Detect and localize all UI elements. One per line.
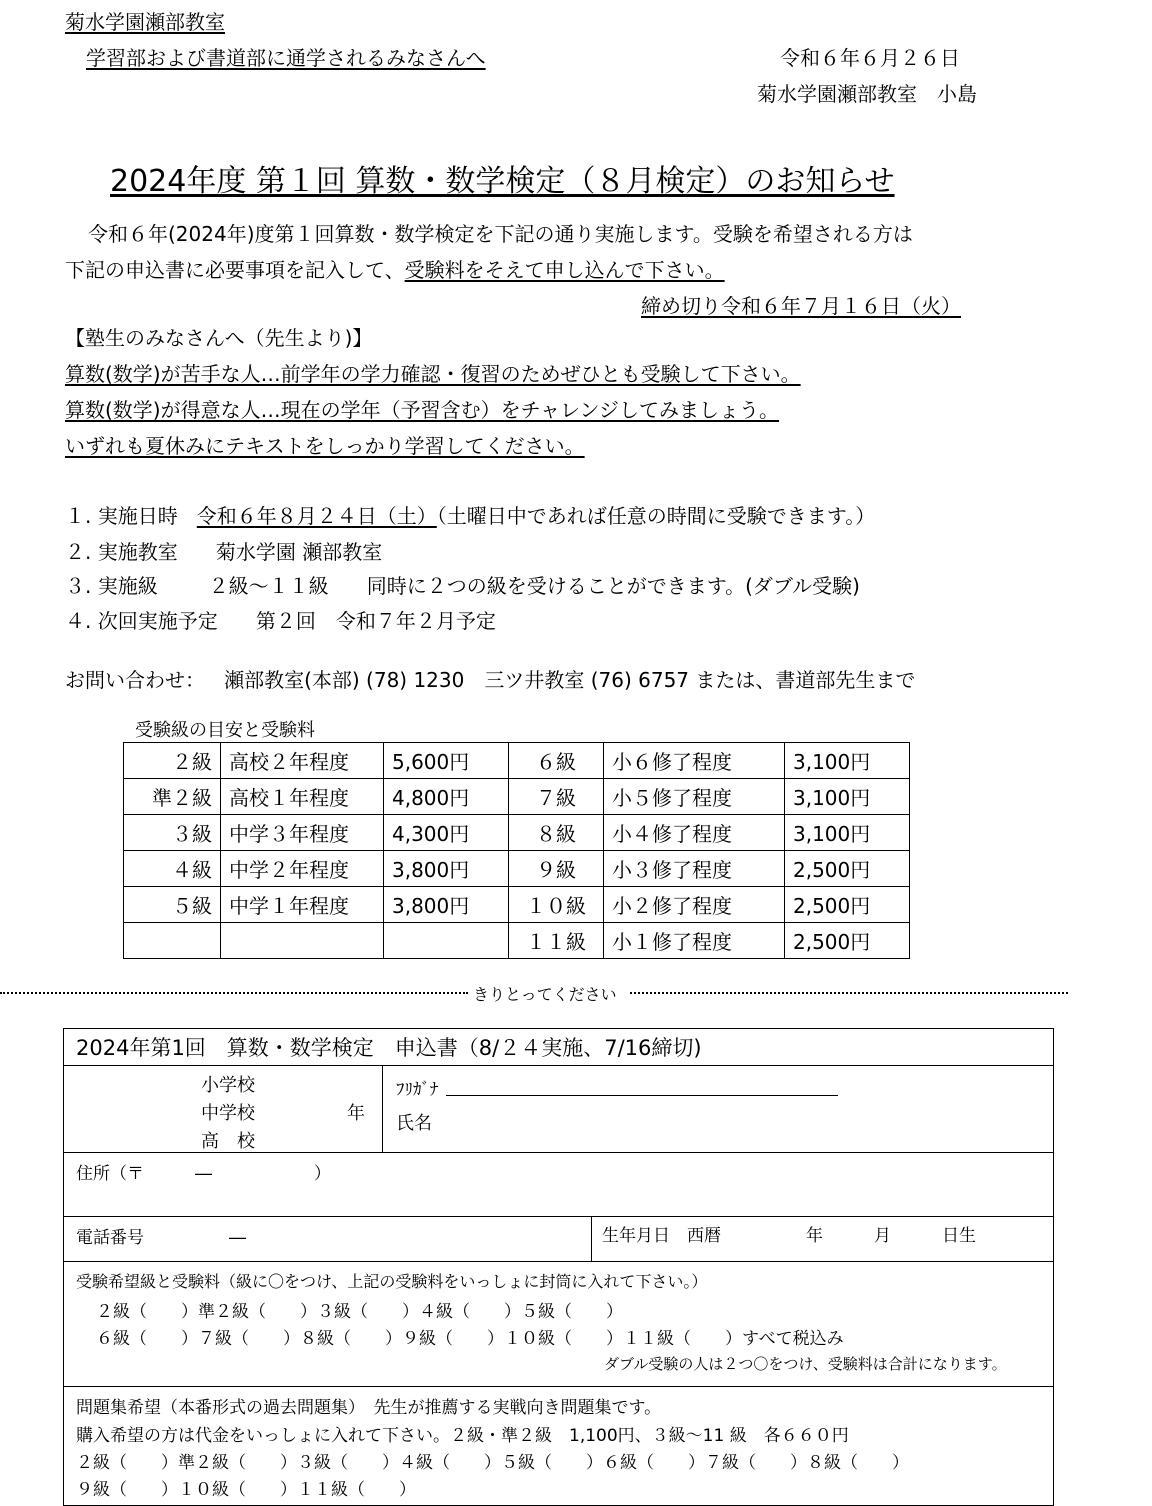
fee-table-cell-fee: 3,800円 [384, 887, 509, 923]
detail-label: 次回実施予定 [97, 609, 218, 633]
fee-table-cell-level: 小５修了程度 [604, 779, 785, 815]
deadline: 締め切り令和６年７月１６日（火） [641, 294, 961, 318]
fee-table-cell-fee: 2,500円 [785, 851, 910, 887]
detail-note: （土曜日中であれば任意の時間に受験できます。） [436, 504, 876, 528]
fee-table-cell-level: 中学２年程度 [221, 851, 384, 887]
detail-label: 実施教室 [97, 540, 178, 564]
fee-table-cell-level: 小３修了程度 [604, 851, 785, 887]
intro-line2-a: 下記の申込書に必要事項を記入して、 [65, 258, 405, 282]
fee-table-caption: 受験級の目安と受験料 [135, 720, 315, 741]
detail-item [65, 570, 860, 599]
fee-table-cell-fee: 5,600円 [384, 743, 509, 779]
fee-table-cell-fee: 4,300円 [384, 815, 509, 851]
grade-year-label: 年 [347, 1103, 365, 1124]
divider [64, 1065, 1053, 1066]
issue-date: 令和６年６月２６日 [780, 46, 960, 70]
divider [64, 1216, 1053, 1217]
divider [64, 1386, 1053, 1387]
teacher-note-heading: 【塾生のみなさんへ（先生より)】 [65, 326, 373, 350]
sender: 菊水学園瀬部教室 小島 [757, 82, 977, 106]
contact [65, 664, 915, 693]
school-elem[interactable]: 小学校 [201, 1075, 255, 1096]
fee-table [123, 742, 910, 959]
fee-table-row [124, 887, 910, 923]
fee-table-cell-level: 中学１年程度 [221, 887, 384, 923]
fee-table-cell-fee: 4,800円 [384, 779, 509, 815]
detail-item [65, 536, 382, 565]
fee-table-cell-fee [384, 923, 509, 959]
intro-line1: 令和６年(2024年)度第１回算数・数学検定を下記の通り実施します。受験を希望される方は [88, 222, 913, 246]
application-form [63, 1028, 1054, 1506]
detail-item [65, 500, 875, 529]
fee-table-row [124, 743, 910, 779]
fee-table-row [124, 923, 910, 959]
fee-table-cell-grade: ６級 [509, 743, 604, 779]
workbook-row2[interactable]: ９級（ ）１０級（ ）１１級（ ） [76, 1480, 416, 1500]
fee-table-cell-fee: 3,100円 [785, 779, 910, 815]
fee-table-cell-grade [124, 923, 221, 959]
detail-num: ３. [65, 574, 92, 598]
teacher-note-line3: いずれも夏休みにテキストをしっかり学習してください。 [65, 434, 585, 458]
phone-field[interactable]: 電話番号 ― [76, 1228, 246, 1248]
addressee: 学習部および書道部に通学されるみなさんへ [86, 46, 486, 70]
fee-table-cell-fee: 3,800円 [384, 851, 509, 887]
divider [64, 1261, 1053, 1262]
fee-table-cell-grade: ２級 [124, 743, 221, 779]
fee-table-cell-fee: 2,500円 [785, 923, 910, 959]
grade-heading: 受験希望級と受験料（級に〇をつけ、上記の受験料をいっしょに封筒に入れて下さい。） [76, 1272, 708, 1291]
fee-table-cell-level: 小６修了程度 [604, 743, 785, 779]
divider [64, 1152, 1053, 1153]
contact-text: 瀬部教室(本部) (78) 1230 三ツ井教室 (76) 6757 または、書道部先生まで [224, 668, 916, 692]
fee-table-cell-level: 小４修了程度 [604, 815, 785, 851]
cut-line-left [0, 992, 468, 994]
fee-table-cell-level: 高校２年程度 [221, 743, 384, 779]
divider [591, 1216, 592, 1261]
workbook-row1[interactable]: ２級（ ）準２級（ ）３級（ ）４級（ ）５級（ ）６級（ ）７級（ ）８級（ ） [76, 1453, 909, 1473]
detail-label: 実施級 [97, 574, 158, 598]
furigana-field[interactable] [446, 1095, 838, 1096]
birthday-field[interactable]: 生年月日 西暦 年 月 日生 [602, 1226, 976, 1246]
fee-table-cell-grade: ７級 [509, 779, 604, 815]
detail-value: 菊水学園 瀬部教室 [215, 540, 383, 564]
fee-table-cell-fee: 2,500円 [785, 887, 910, 923]
fee-table-cell-grade: ９級 [509, 851, 604, 887]
fee-table-row [124, 779, 910, 815]
grade-row1[interactable]: ２級（ ）準２級（ ）３級（ ）４級（ ）５級（ ） [96, 1302, 623, 1322]
detail-value: 令和６年８月２４日（土） [196, 504, 437, 528]
workbook-price: 購入希望の方は代金をいっしょに入れて下さい。２級・準２級 1,100円、３級〜11 級 各６６０円 [76, 1426, 849, 1446]
detail-label: 実施日時 [97, 504, 178, 528]
detail-num: １. [65, 504, 92, 528]
address-field[interactable]: 住所（〒 ― ） [76, 1164, 331, 1184]
contact-label: お問い合わせ： [65, 668, 205, 692]
school-hs[interactable]: 高 校 [201, 1131, 255, 1152]
fee-table-cell-level [221, 923, 384, 959]
cut-label: きりとってください [473, 985, 617, 1004]
fee-table-cell-fee: 3,100円 [785, 815, 910, 851]
fee-table-cell-fee: 3,100円 [785, 743, 910, 779]
detail-num: ４. [65, 609, 92, 633]
fee-table-cell-level: 小１修了程度 [604, 923, 785, 959]
fee-table-cell-grade: ８級 [509, 815, 604, 851]
cut-line-right [630, 992, 1068, 994]
grade-row2[interactable]: ６級（ ）７級（ ）８級（ ）９級（ ）１０級（ ）１１級（ ）すべて税込み [96, 1329, 844, 1349]
intro-line2-b: 受験料をそえて申し込んで下さい。 [404, 258, 725, 282]
fee-table-cell-grade: ３級 [124, 815, 221, 851]
org-name: 菊水学園瀬部教室 [65, 10, 225, 34]
detail-num: ２. [65, 540, 92, 564]
detail-value: ２級〜１１級 [208, 574, 329, 598]
school-jhs[interactable]: 中学校 [201, 1103, 255, 1124]
workbook-heading: 問題集希望（本番形式の過去問題集） 先生が推薦する実戦向き問題集です。 [76, 1398, 662, 1418]
divider [382, 1065, 383, 1152]
fee-table-row [124, 815, 910, 851]
detail-note: 同時に２つの級を受けることができます。(ダブル受験) [366, 574, 860, 598]
fee-table-cell-grade: １０級 [509, 887, 604, 923]
furigana-label: ﾌﾘｶﾞﾅ [396, 1080, 439, 1100]
fee-table-cell-level: 小２修了程度 [604, 887, 785, 923]
fee-table-cell-level: 高校１年程度 [221, 779, 384, 815]
detail-item [65, 605, 496, 634]
fee-table-cell-grade: ４級 [124, 851, 221, 887]
fee-table-cell-grade: ５級 [124, 887, 221, 923]
name-label: 氏名 [396, 1113, 432, 1134]
teacher-note-line1: 算数(数学)が苦手な人…前学年の学力確認・復習のためぜひとも受験して下さい。 [65, 362, 801, 386]
intro-line2 [65, 254, 725, 283]
teacher-note-line2: 算数(数学)が得意な人…現在の学年（予習含む）をチャレンジしてみましょう。 [65, 398, 780, 422]
detail-value: 第２回 令和７年２月予定 [255, 609, 496, 633]
fee-table-cell-grade: １１級 [509, 923, 604, 959]
fee-table-row [124, 851, 910, 887]
fee-table-cell-level: 中学３年程度 [221, 815, 384, 851]
form-title: 2024年第1回 算数・数学検定 申込書（8/２４実施、7/16締切) [76, 1036, 702, 1060]
page-title: 2024年度 第１回 算数・数学検定（８月検定）のお知らせ [110, 164, 895, 199]
fee-table-cell-grade: 準２級 [124, 779, 221, 815]
double-exam-note: ダブル受験の人は２つ〇をつけ、受験料は合計になります。 [604, 1355, 1007, 1373]
